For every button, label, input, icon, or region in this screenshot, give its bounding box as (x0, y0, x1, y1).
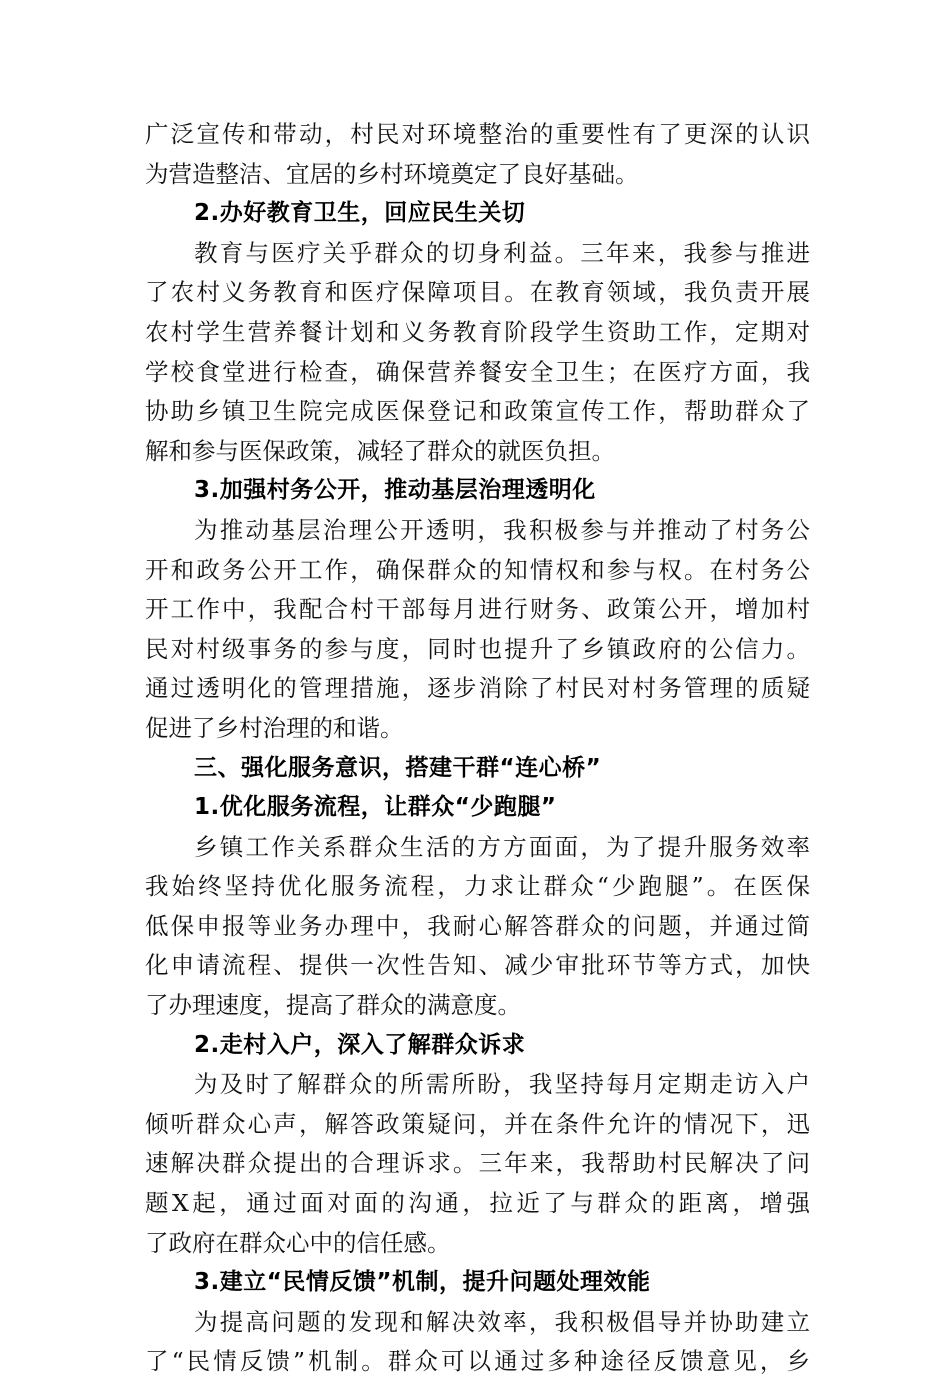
paragraph-line: 了政府在群众心中的信任感。 (145, 1228, 451, 1257)
paragraph-line: 乡镇工作关系群众生活的方方面面，为了提升服务效率 (194, 832, 810, 861)
paragraph-line: 为营造整洁、宜居的乡村环境奠定了良好基础。 (145, 159, 639, 188)
subsection-heading: 2.走村入户，深入了解群众诉求 (194, 1031, 526, 1058)
paragraph-line: 农村学生营养餐计划和义务教育阶段学生资助工作，定期对 (145, 317, 810, 346)
paragraph-line: 低保申报等业务办理中，我耐心解答群众的问题，并通过简 (145, 911, 810, 940)
paragraph (145, 1303, 810, 1382)
subsection-heading: 1.优化服务流程，让群众“少跑腿” (194, 794, 557, 821)
paragraph-line: 速解决群众提出的合理诉求。三年来，我帮助村民解决了问 (145, 1149, 810, 1178)
paragraph-line: 开和政务公开工作，确保群众的知情权和参与权。在村务公 (145, 555, 810, 584)
paragraph-line: 协助乡镇卫生院完成医保登记和政策宣传工作，帮助群众了 (145, 397, 810, 426)
paragraph-line: 民对村级事务的参与度，同时也提升了乡镇政府的公信力。 (145, 634, 810, 663)
paragraph (145, 234, 810, 472)
paragraph-line: 广泛宣传和带动，村民对环境整治的重要性有了更深的认识 (145, 120, 810, 148)
paragraph-line: 倾听群众心声，解答政策疑问，并在条件允许的情况下，迅 (145, 1109, 810, 1138)
document-body (145, 115, 810, 1382)
paragraph-line: 为及时了解群众的所需所盼，我坚持每月定期走访入户 (194, 1070, 810, 1099)
paragraph-line: 我始终坚持优化服务流程，力求让群众“少跑腿”。在医保 (145, 872, 810, 901)
paragraph-line: 学校食堂进行检查，确保营养餐安全卫生；在医疗方面，我 (145, 357, 810, 386)
paragraph (145, 511, 810, 749)
paragraph-line: 化申请流程、提供一次性告知、减少审批环节等方式，加快 (145, 951, 810, 980)
paragraph-line: 教育与医疗关乎群众的切身利益。三年来，我参与推进 (194, 238, 810, 267)
paragraph-line: 为推动基层治理公开透明，我积极参与并推动了村务公 (194, 515, 810, 544)
paragraph-line: 了“民情反馈”机制。群众可以通过多种途径反馈意见，乡 (145, 1347, 810, 1376)
subsection-heading: 2.办好教育卫生，回应民生关切 (194, 200, 526, 227)
paragraph (145, 115, 810, 194)
paragraph (145, 1065, 810, 1263)
paragraph-line: 了农村义务教育和医疗保障项目。在教育领域，我负责开展 (145, 278, 810, 307)
subsection-heading: 3.建立“民情反馈”机制，提升问题处理效能 (194, 1269, 651, 1296)
paragraph-line: 为提高问题的发现和解决效率，我积极倡导并协助建立 (194, 1307, 810, 1336)
paragraph-line: 通过透明化的管理措施，逐步消除了村民对村务管理的质疑 (145, 674, 810, 703)
paragraph-line: 解和参与医保政策，减轻了群众的就医负担。 (145, 436, 615, 465)
paragraph-line: 促进了乡村治理的和谐。 (145, 713, 404, 742)
section-heading: 三、强化服务意识，搭建干群“连心桥” (194, 754, 602, 781)
paragraph (145, 828, 810, 1026)
paragraph-line: 开工作中，我配合村干部每月进行财务、政策公开，增加村 (145, 595, 810, 624)
subsection-heading: 3.加强村务公开，推动基层治理透明化 (194, 477, 596, 504)
paragraph-line: 了办理速度，提高了群众的满意度。 (145, 991, 521, 1020)
paragraph-line: 题X起，通过面对面的沟通，拉近了与群众的距离，增强 (145, 1189, 810, 1218)
